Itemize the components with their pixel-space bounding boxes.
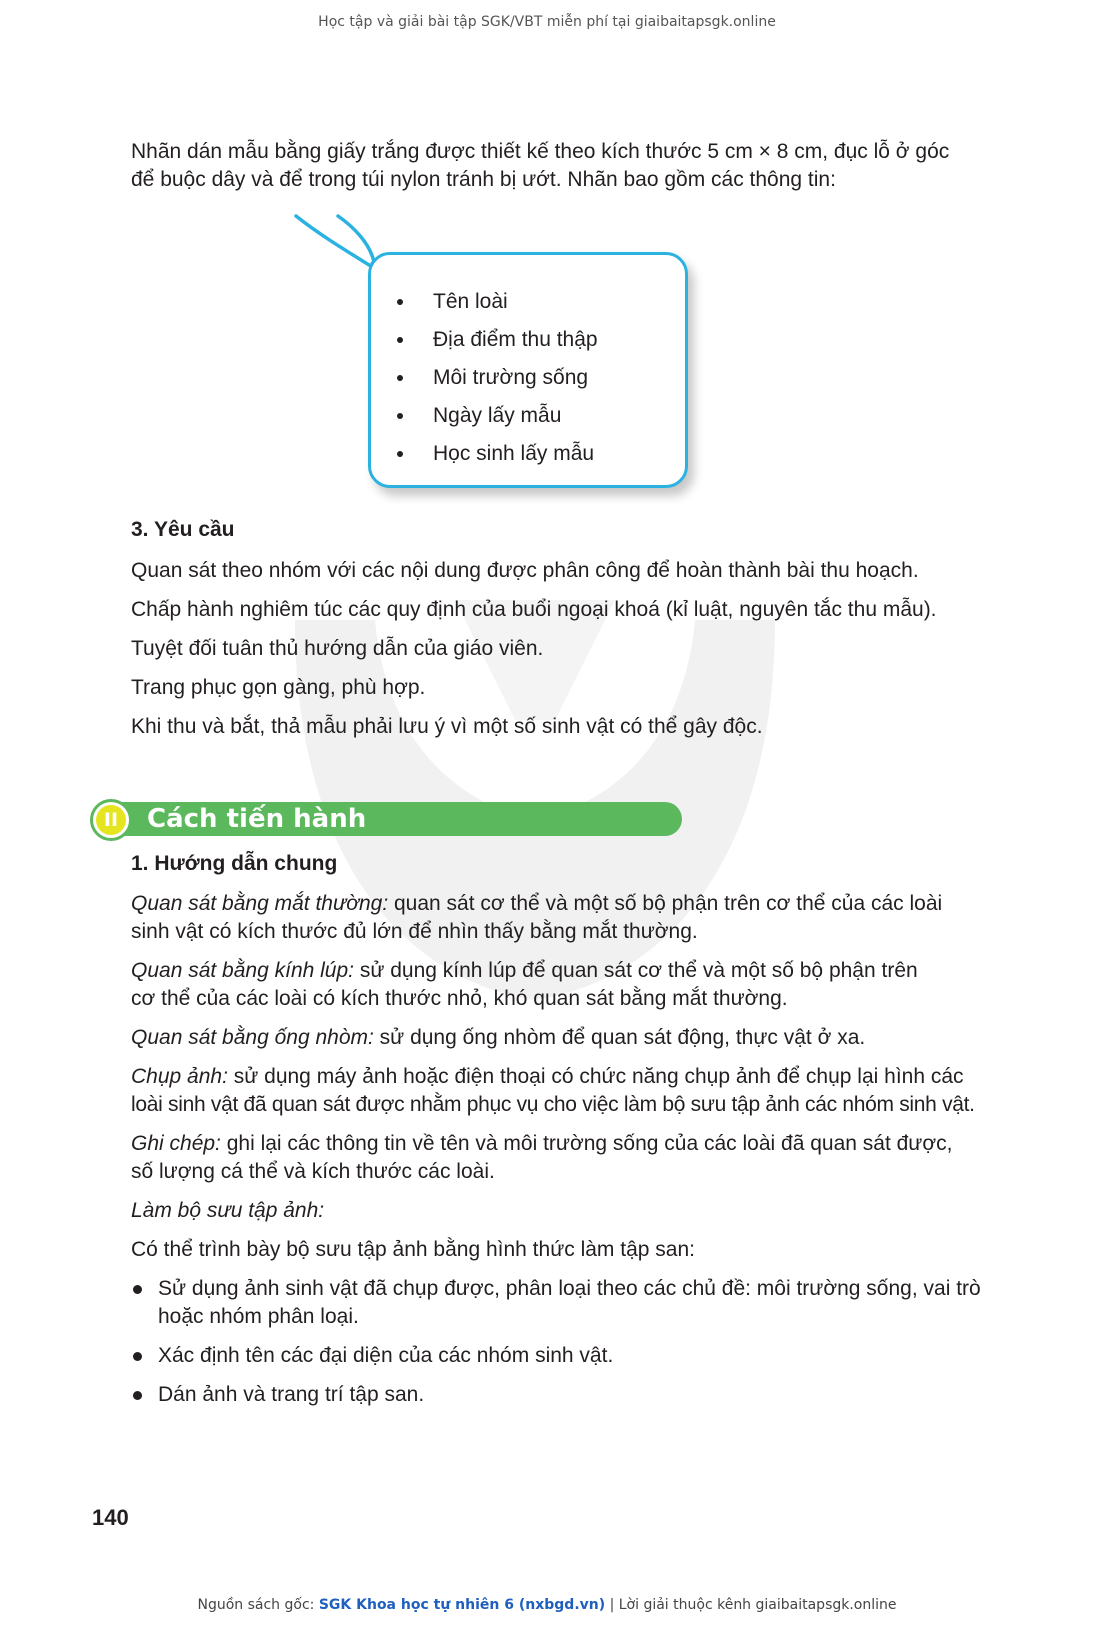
bullet-icon: [133, 1352, 142, 1361]
bullet-icon: [133, 1391, 142, 1400]
paragraph-text: cơ thể của các loài có kích thước nhỏ, khó quan sát bằng mắt thường.: [131, 987, 788, 1010]
paragraph-text: ghi lại các thông tin về tên và môi trường sống của các loài đã quan sát được,: [220, 1132, 953, 1155]
list-item-text: Sử dụng ảnh sinh vật đã chụp được, phân loại theo các chủ đề: môi trường sống, vai trò: [158, 1277, 981, 1300]
requirement-item: Khi thu và bắt, thả mẫu phải lưu ý vì một số sinh vật có thể gây độc.: [131, 715, 763, 738]
list-item-text: Dán ảnh và trang trí tập san.: [158, 1383, 425, 1406]
bullet-icon: [397, 413, 403, 419]
tag-item-text: Môi trường sống: [433, 366, 589, 389]
list-item: [131, 1275, 991, 1331]
publisher-watermark-logo: [255, 560, 815, 1020]
tag-item-text: Địa điểm thu thập: [433, 328, 598, 351]
bullet-icon: [397, 299, 403, 305]
tag-item: [395, 283, 598, 321]
guide-paragraph-notes: [131, 1130, 991, 1186]
paragraph-text: sử dụng máy ảnh hoặc điện thoại có chức năng chụp ảnh để chụp lại hình các: [227, 1065, 964, 1088]
bullet-icon: [397, 337, 403, 343]
footer-source-link[interactable]: SGK Khoa học tự nhiên 6 (nxbgd.vn): [318, 1597, 606, 1613]
bullet-icon: [397, 375, 403, 381]
guide-paragraph-magnifier: [131, 957, 991, 1013]
footer-suffix: | Lời giải thuộc kênh giaibaitapsgk.online: [605, 1597, 897, 1613]
requirement-item: Trang phục gọn gàng, phù hợp.: [131, 676, 426, 699]
list-item-text: Xác định tên các đại diện của các nhóm sinh vật.: [158, 1344, 614, 1367]
list-item-text: hoặc nhóm phân loại.: [158, 1305, 359, 1328]
paragraph-label: Quan sát bằng kính lúp:: [131, 959, 354, 982]
paragraph-label: Quan sát bằng mắt thường:: [131, 892, 389, 915]
paragraph-label: Chụp ảnh:: [131, 1065, 228, 1088]
requirement-item: Tuyệt đối tuân thủ hướng dẫn của giáo viên.: [131, 637, 544, 660]
sample-label-tag: [290, 210, 710, 510]
tag-card: [368, 252, 688, 488]
guide-paragraph-magazine: Có thể trình bày bộ sưu tập ảnh bằng hình thức làm tập san:: [131, 1238, 695, 1261]
tag-info-list: [395, 283, 598, 473]
paragraph-text: loài sinh vật đã quan sát được nhằm phục vụ cho việc làm bộ sưu tập ảnh các nhóm sinh vật.: [131, 1093, 975, 1116]
requirement-item: Chấp hành nghiêm túc các quy định của buổi ngoại khoá (kỉ luật, nguyên tắc thu mẫu).: [131, 598, 937, 621]
bullet-icon: [133, 1285, 142, 1294]
tag-item-text: Học sinh lấy mẫu: [433, 442, 595, 465]
paragraph-text: sinh vật có kích thước đủ lớn để nhìn thấy bằng mắt thường.: [131, 920, 698, 943]
paragraph-text: sử dụng kính lúp để quan sát cơ thể và một số bộ phận trên: [354, 959, 918, 982]
paragraph-label: Ghi chép:: [131, 1132, 221, 1155]
paragraph-label: Làm bộ sưu tập ảnh:: [131, 1199, 325, 1222]
section-title: Cách tiến hành: [147, 804, 367, 834]
section-number-badge: [90, 799, 132, 841]
page-number: 140: [92, 1505, 129, 1530]
guide-heading: 1. Hướng dẫn chung: [131, 852, 338, 875]
footer-prefix: Nguồn sách gốc:: [197, 1597, 319, 1613]
tag-item: [395, 321, 598, 359]
paragraph-text: số lượng cá thể và kích thước các loài.: [131, 1160, 495, 1183]
guide-paragraph-naked-eye: [131, 890, 991, 946]
requirements-heading: 3. Yêu cầu: [131, 518, 235, 541]
intro-line-1: Nhãn dán mẫu bằng giấy trắng được thiết kế theo kích thước 5 cm × 8 cm, đục lỗ ở góc: [131, 140, 950, 163]
requirement-item: Quan sát theo nhóm với các nội dung được phân công để hoàn thành bài thu hoạch.: [131, 559, 919, 582]
tag-item: [395, 397, 598, 435]
paragraph-label: Quan sát bằng ống nhòm:: [131, 1026, 374, 1049]
paragraph-text: quan sát cơ thể và một số bộ phận trên cơ thể của các loài: [388, 892, 943, 915]
list-item: [131, 1381, 991, 1409]
paragraph-text: sử dụng ống nhòm để quan sát động, thực vật ở xa.: [373, 1026, 866, 1049]
tag-item-text: Tên loài: [433, 290, 508, 313]
tag-item-text: Ngày lấy mẫu: [433, 404, 562, 427]
tag-item: [395, 359, 598, 397]
footer: [0, 1597, 1094, 1613]
guide-paragraph-binoculars: [131, 1024, 991, 1052]
intro-line-2: để buộc dây và để trong túi nylon tránh bị ướt. Nhãn bao gồm các thông tin:: [131, 168, 836, 191]
list-item: [131, 1342, 991, 1370]
guide-paragraph-collection: [131, 1197, 991, 1225]
guide-paragraph-photo: [131, 1063, 991, 1119]
bullet-icon: [397, 451, 403, 457]
top-banner: Học tập và giải bài tập SGK/VBT miễn phí tại giaibaitapsgk.online: [318, 14, 776, 30]
section-number: II: [96, 805, 126, 835]
tag-item: [395, 435, 598, 473]
